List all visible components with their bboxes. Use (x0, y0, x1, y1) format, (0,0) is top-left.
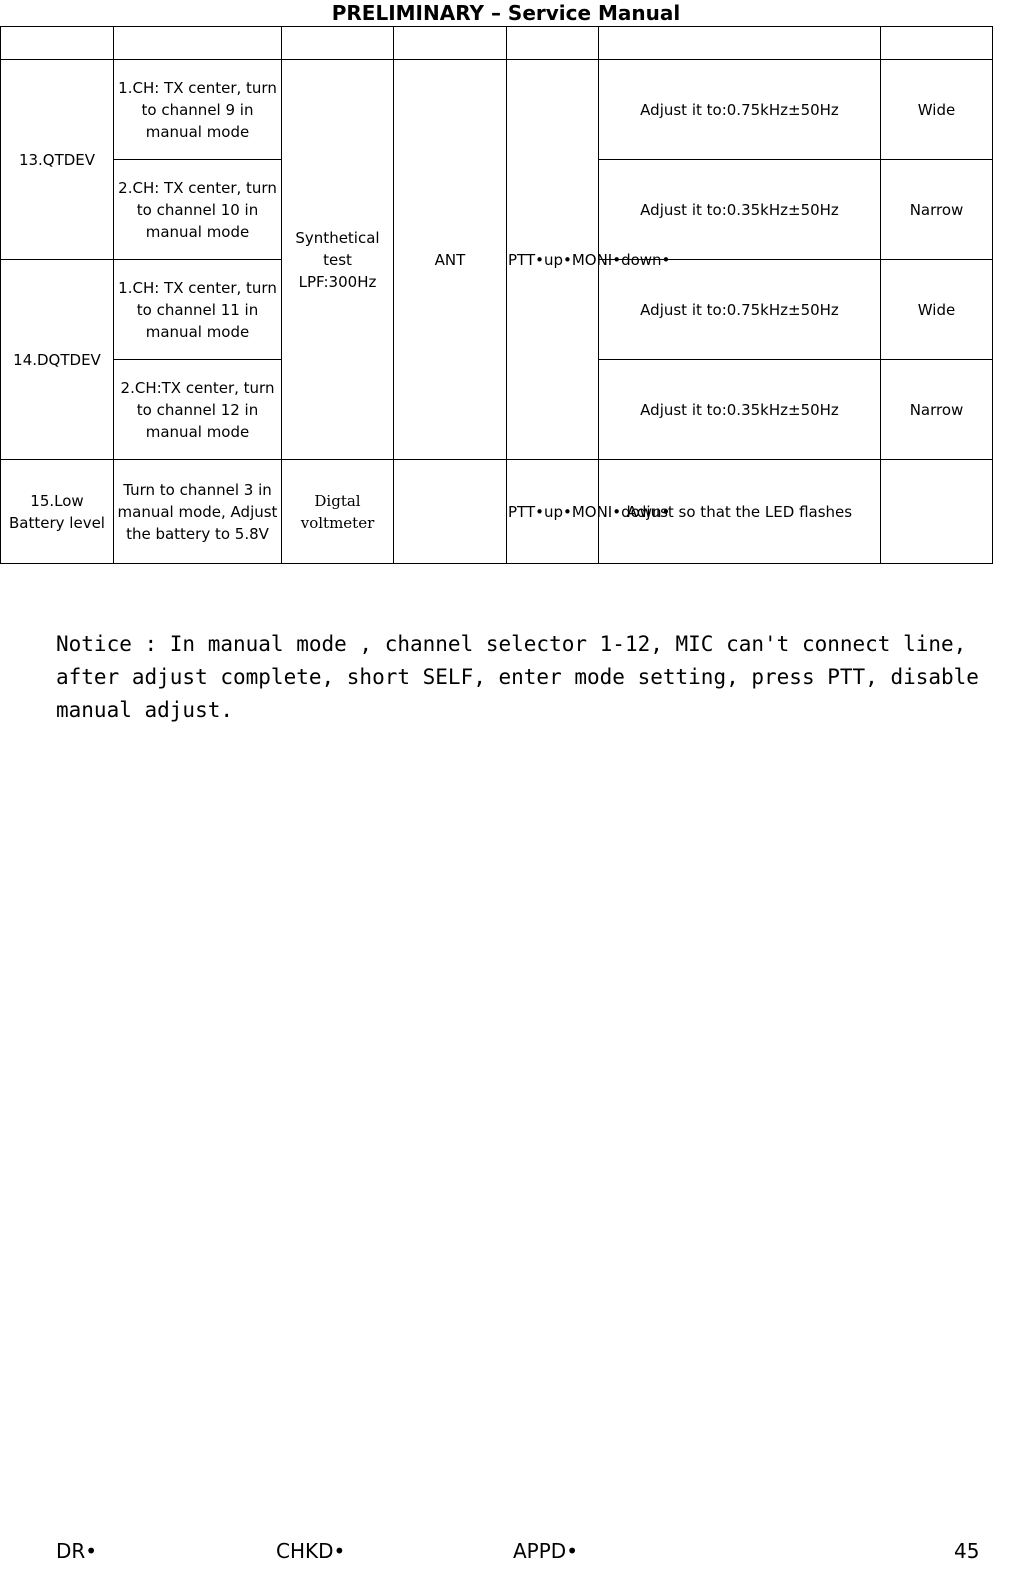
header-cell (114, 27, 282, 60)
table-row (1, 60, 993, 160)
item-qtdev: 13.QTDEV (1, 60, 114, 260)
remark-cell (881, 460, 993, 564)
spec-cell: Adjust it to:0.35kHz±50Hz (599, 360, 881, 460)
footer-chkd-label: CHKD• (276, 1539, 346, 1563)
remark-cell: Wide (881, 260, 993, 360)
parts-cell: PTT•up•MONI•down• (507, 460, 599, 564)
condition-cell: 2.CH: TX center, turn to channel 10 in manual mode (114, 160, 282, 260)
table-row (1, 460, 993, 564)
condition-cell: 1.CH: TX center, turn to channel 9 in manual mode (114, 60, 282, 160)
notice-paragraph: Notice : In manual mode , channel selector 1-12, MIC can't connect line, after adjust complete, short SELF, enter mode setting, press PTT, disable manual adjust. (56, 632, 979, 722)
condition-cell: 2.CH:TX center, turn to channel 12 in manual mode (114, 360, 282, 460)
spec-cell: Adjust it to:0.75kHz±50Hz (599, 260, 881, 360)
header-cell (507, 27, 599, 60)
header-cell (282, 27, 394, 60)
footer-appd-label: APPD• (513, 1539, 578, 1563)
item-low-battery: 15.Low Battery level (1, 460, 114, 564)
header-cell (599, 27, 881, 60)
equipment-cell: Synthetical test LPF:300Hz (282, 60, 394, 460)
condition-cell: Turn to channel 3 in manual mode, Adjust the battery to 5.8V (114, 460, 282, 564)
parts-cell: PTT•up•MONI•down• (507, 60, 599, 460)
adjustment-table (0, 26, 993, 564)
condition-cell: 1.CH: TX center, turn to channel 11 in manual mode (114, 260, 282, 360)
spec-cell: Adjust it to:0.75kHz±50Hz (599, 60, 881, 160)
page-footer (0, 1533, 1012, 1572)
page-title: PRELIMINARY – Service Manual (331, 1, 681, 25)
page-number: 45 (954, 1539, 980, 1563)
spec-cell: Adjust it to:0.35kHz±50Hz (599, 160, 881, 260)
terminal-cell: ANT (394, 60, 507, 460)
header-cell (1, 27, 114, 60)
item-dqtdev: 14.DQTDEV (1, 260, 114, 460)
terminal-cell (394, 460, 507, 564)
remark-cell: Wide (881, 60, 993, 160)
spec-cell: Adjust so that the LED flashes (599, 460, 881, 564)
header-cell (881, 27, 993, 60)
footer-dr-label: DR• (56, 1539, 98, 1563)
equipment-cell: Digtal voltmeter (282, 460, 394, 564)
remark-cell: Narrow (881, 360, 993, 460)
remark-cell: Narrow (881, 160, 993, 260)
table-header-row (1, 27, 993, 60)
header-cell (394, 27, 507, 60)
